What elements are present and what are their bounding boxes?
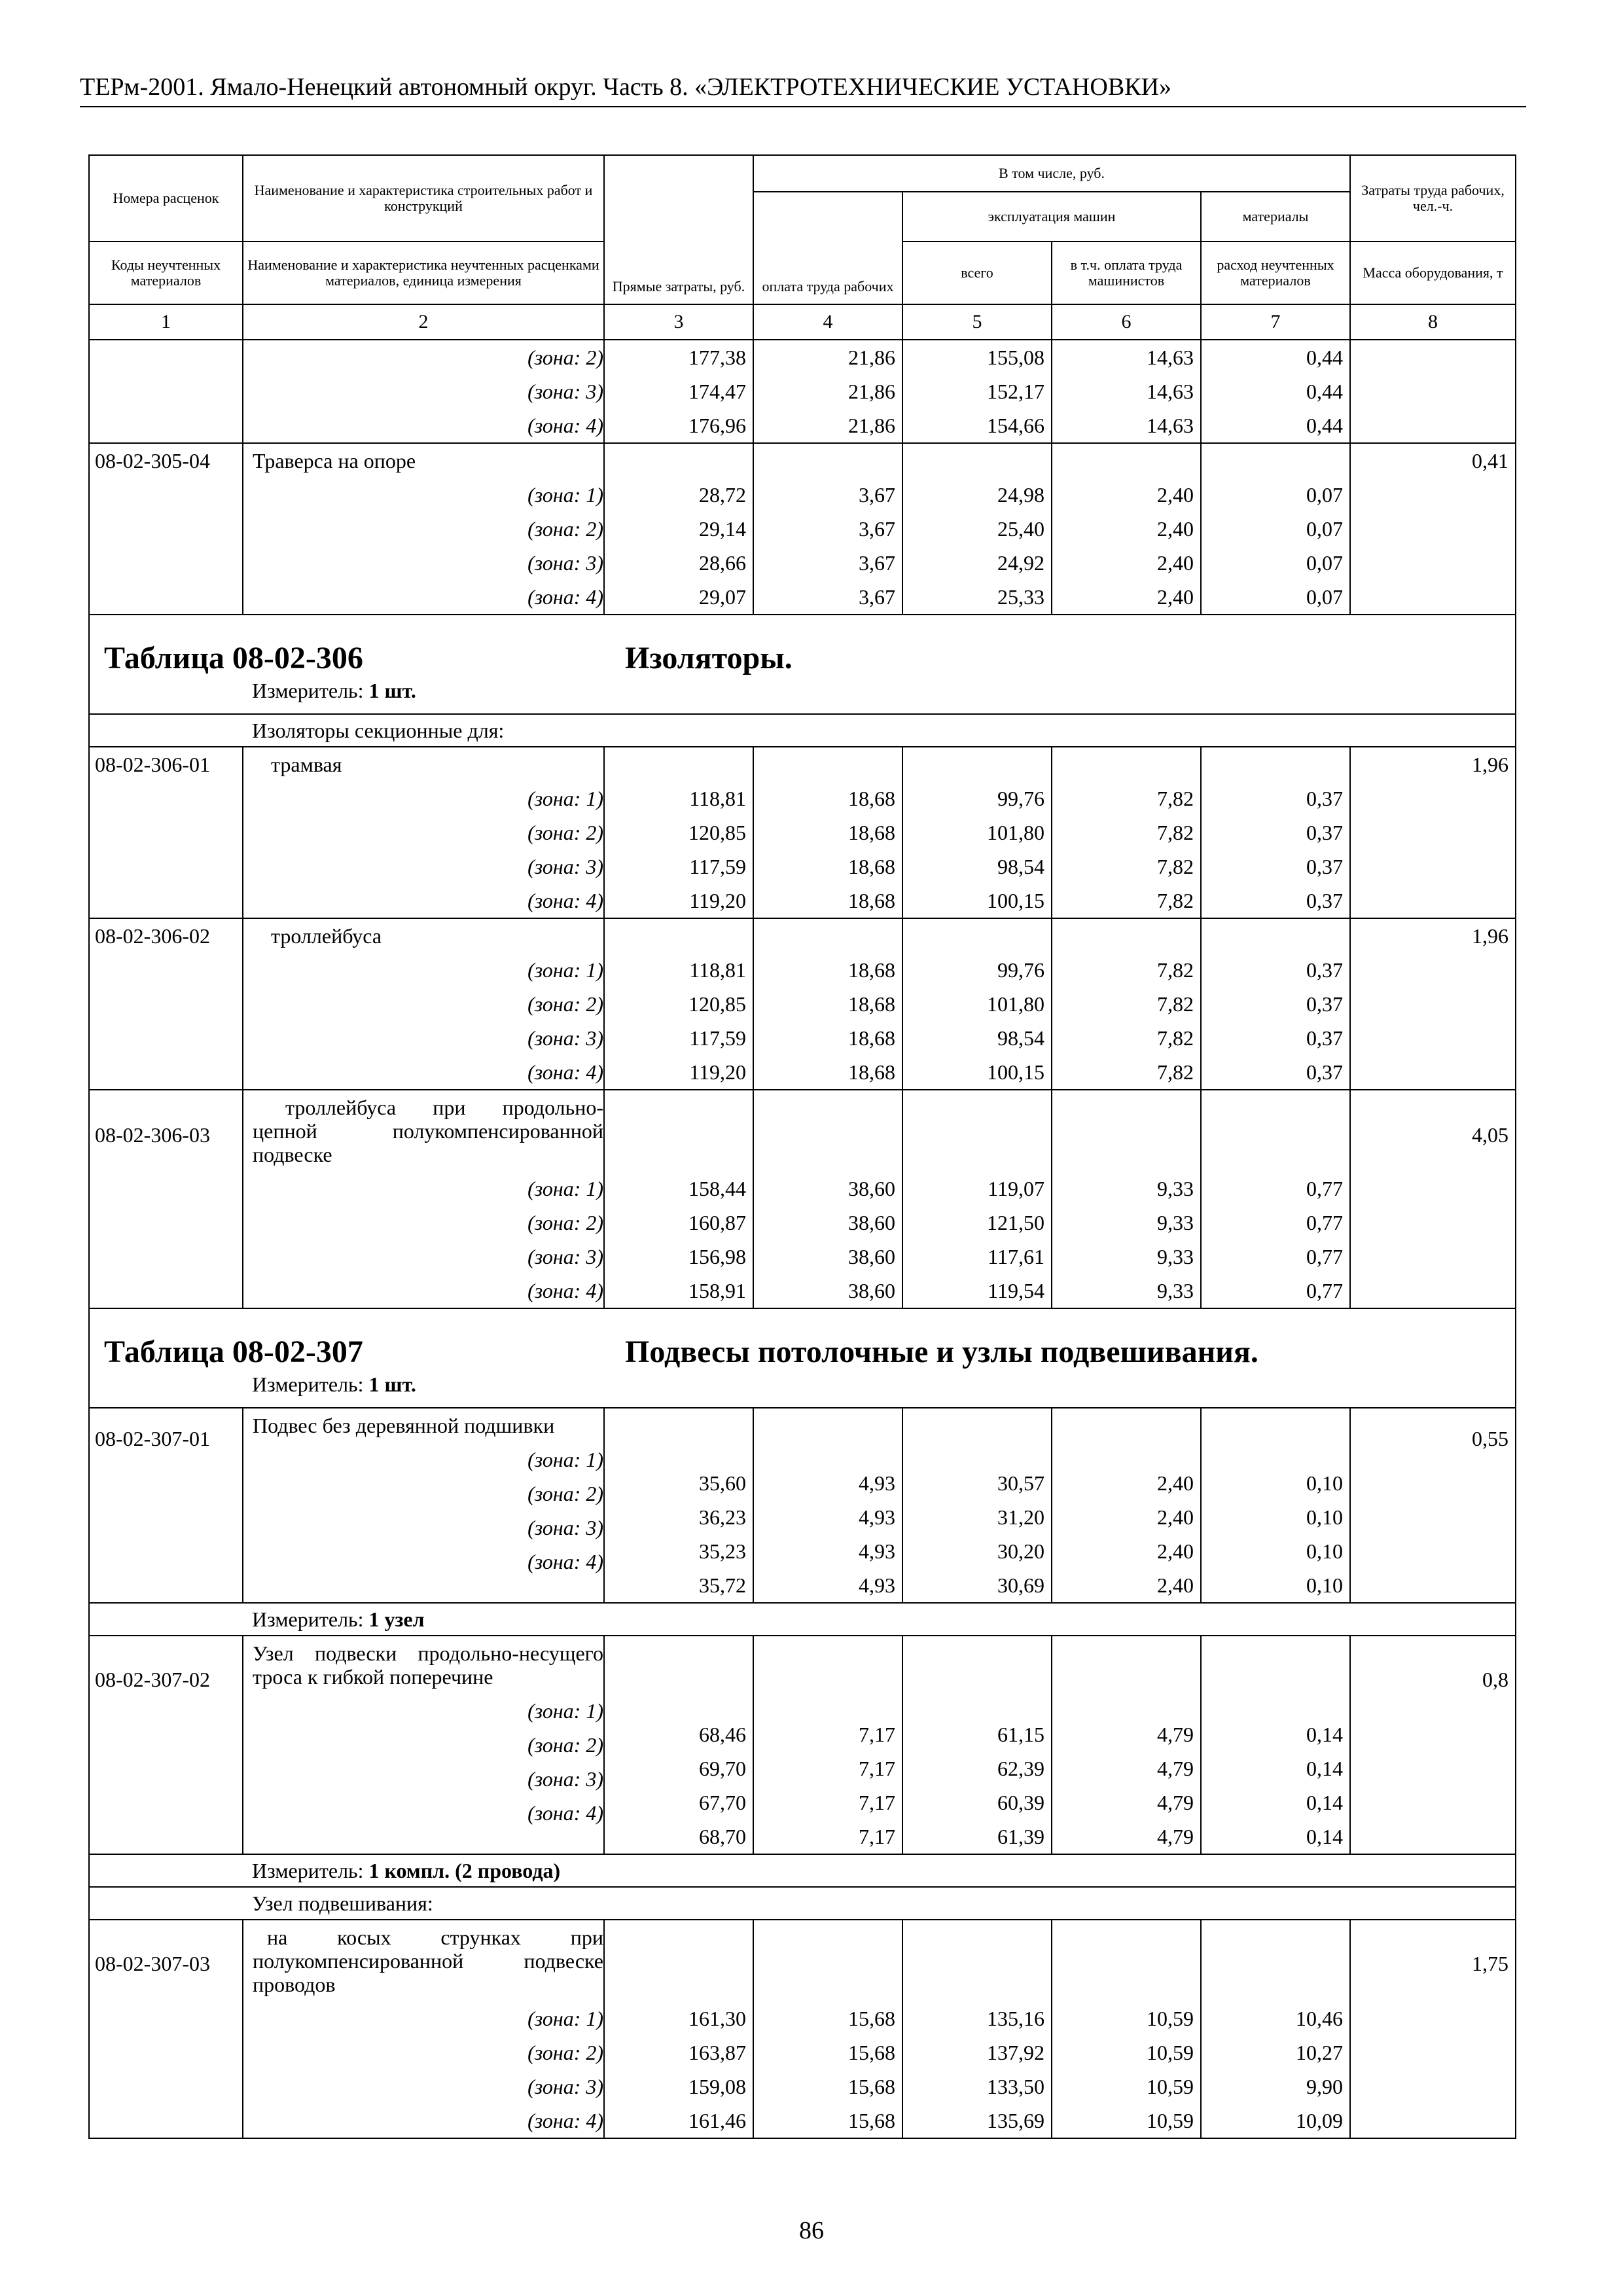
rate-code: 08-02-306-02 — [89, 918, 243, 1090]
col-number: 3 — [604, 304, 753, 340]
col-number: 8 — [1350, 304, 1516, 340]
table-number: Таблица 08-02-307 — [104, 1335, 363, 1369]
mass-value: 0,41 — [1350, 443, 1516, 615]
mass-value: 0,55 — [1350, 1408, 1516, 1603]
table-title-row — [89, 615, 1516, 714]
table-row: 08-02-306-02 троллейбуса (зона: 1) (зона: 2) (зона: 3) (зона: 4) 118,81 120,85 117,59 119,20 18,68 18,68 18,68 18,68 99,76 101,80 98,54 100,15 7,82 7,82 7,82 7,82 0,37 0,37 0,37 0,37 1,96 — [89, 918, 1516, 1090]
mass-value: 1,75 — [1350, 1920, 1516, 2138]
table-title-row — [89, 1308, 1516, 1408]
group-row — [89, 1887, 1516, 1920]
mass-value: 0,8 — [1350, 1636, 1516, 1854]
col-head-labor-pay: оплата труда рабочих — [753, 192, 902, 304]
table-title: Изоляторы. — [625, 641, 793, 675]
table-row: 08-02-307-02 Узел подвески продольно-несущего троса к гибкой поперечине (зона: 1) (зона: 2) (зона: 3) (зона: 4) 68,46 69,70 67,70 68,70 7,17 7,17 7,17 7,17 61,15 62,39 60,39 61,39 4,79 4,79 4,79 4,79 0,14 0,14 0,14 0,14 0,8 — [89, 1636, 1516, 1854]
col-head-incl: В том числе, руб. — [753, 155, 1350, 192]
table-number: Таблица 08-02-306 — [104, 641, 363, 675]
rate-code: 08-02-307-02 — [89, 1636, 243, 1854]
col-head-code-top: Номера расценок — [89, 155, 243, 242]
rate-name: Траверса на опоре — [253, 449, 416, 473]
meter-line: Измеритель: 1 шт. — [252, 1372, 416, 1396]
col-head-name-bottom: Наименование и характеристика неучтенных расценками материалов, единица измерения — [243, 242, 604, 304]
table-row: (зона: 2) (зона: 3) (зона: 4) 177,38 174,47 176,96 21,86 21,86 21,86 155,08 152,17 154,66 14,63 14,63 14,63 0,44 0,44 0,44 — [89, 340, 1516, 443]
running-header: ТЕРм-2001. Ямало-Ненецкий автономный округ. Часть 8. «ЭЛЕКТРОТЕХНИЧЕСКИЕ УСТАНОВКИ» — [80, 73, 1171, 101]
col-head-materials: материалы — [1201, 192, 1350, 242]
col-head-machines-labor: в т.ч. оплата труда машинистов — [1052, 242, 1201, 304]
mass-value: 1,96 — [1350, 918, 1516, 1090]
group-heading: Изоляторы секционные для: — [89, 714, 1516, 747]
rate-code: 08-02-307-03 — [89, 1920, 243, 2138]
col-head-labor-cost: Затраты труда рабочих, чел.-ч. — [1350, 155, 1516, 242]
rate-code: 08-02-306-03 — [89, 1090, 243, 1308]
col-number: 2 — [243, 304, 604, 340]
col-number: 5 — [902, 304, 1052, 340]
rate-name: троллейбуса — [271, 924, 382, 948]
table-title: Подвесы потолочные и узлы подвешивания. — [625, 1335, 1258, 1369]
col-number: 6 — [1052, 304, 1201, 340]
price-table — [88, 154, 1516, 2139]
col-head-direct: Прямые затраты, руб. — [604, 155, 753, 304]
mass-value: 4,05 — [1350, 1090, 1516, 1308]
col-head-machines: эксплуатация машин — [902, 192, 1201, 242]
rate-code: 08-02-307-01 — [89, 1408, 243, 1603]
col-number: 1 — [89, 304, 243, 340]
rate-name: на косых струнках при полукомпенсированной подвеске проводов — [253, 1926, 603, 1996]
col-number: 4 — [753, 304, 902, 340]
col-head-materials-sub: расход неучтенных материалов — [1201, 242, 1350, 304]
group-row — [89, 714, 1516, 747]
table-row: 08-02-307-01 Подвес без деревянной подшивки (зона: 1) (зона: 2) (зона: 3) (зона: 4) 35,60 36,23 35,23 35,72 4,93 4,93 4,93 4,93 30,57 31,20 30,20 30,69 2,40 2,40 2,40 2,40 0,10 0,10 0,10 0,10 0,55 — [89, 1408, 1516, 1603]
rate-name: трамвая — [271, 753, 342, 776]
header-rule — [80, 106, 1526, 107]
group-heading: Узел подвешивания: — [89, 1887, 1516, 1920]
page-number: 86 — [799, 2217, 824, 2244]
meter-row: Измеритель: 1 узел — [89, 1603, 1516, 1636]
col-head-code-bottom: Коды неучтенных материалов — [89, 242, 243, 304]
col-head-machines-total: всего — [902, 242, 1052, 304]
table-row: 08-02-306-01 трамвая (зона: 1) (зона: 2) (зона: 3) (зона: 4) 118,81 120,85 117,59 119,20 18,68 18,68 18,68 18,68 99,76 101,80 98,54 100,15 7,82 7,82 7,82 7,82 0,37 0,37 0,37 0,37 1,96 — [89, 747, 1516, 918]
table-row: 08-02-307-03 на косых струнках при полукомпенсированной подвеске проводов (зона: 1) (зона: 2) (зона: 3) (зона: 4) 161,30 163,87 159,08 161,46 15,68 15,68 15,68 15,68 135,16 137,92 133,50 135,69 10,59 10,59 10,59 10,59 10,46 10,27 9,90 10,09 1,75 — [89, 1920, 1516, 2138]
col-head-mass: Масса оборудования, т — [1350, 242, 1516, 304]
mass-value: 1,96 — [1350, 747, 1516, 918]
column-numbers-row — [89, 304, 1516, 340]
rate-name: троллейбуса при продольно-цепной полукомпенсированной подвеске — [253, 1096, 603, 1166]
table-row: 08-02-306-03 троллейбуса при продольно-цепной полукомпенсированной подвеске (зона: 1) (зона: 2) (зона: 3) (зона: 4) 158,44 160,87 156,98 158,91 38,60 38,60 38,60 38,60 119,07 121,50 117,61 119,54 9,33 9,33 9,33 9,33 0,77 0,77 0,77 0,77 4,05 — [89, 1090, 1516, 1308]
rate-code: 08-02-305-04 — [89, 443, 243, 615]
table-row: 08-02-305-04 Траверса на опоре (зона: 1) (зона: 2) (зона: 3) (зона: 4) 28,72 29,14 28,66 29,07 3,67 3,67 3,67 3,67 24,98 25,40 24,92 25,33 2,40 2,40 2,40 2,40 0,07 0,07 0,07 0,07 0,41 — [89, 443, 1516, 615]
rate-name: Подвес без деревянной подшивки — [253, 1414, 555, 1437]
rate-code: 08-02-306-01 — [89, 747, 243, 918]
meter-line: Измеритель: 1 шт. — [252, 679, 416, 702]
meter-row: Измеритель: 1 компл. (2 провода) — [89, 1854, 1516, 1887]
col-number: 7 — [1201, 304, 1350, 340]
rate-name: Узел подвески продольно-несущего троса к гибкой поперечине — [253, 1641, 603, 1689]
col-head-name-top: Наименование и характеристика строительных работ и конструкций — [243, 155, 604, 242]
